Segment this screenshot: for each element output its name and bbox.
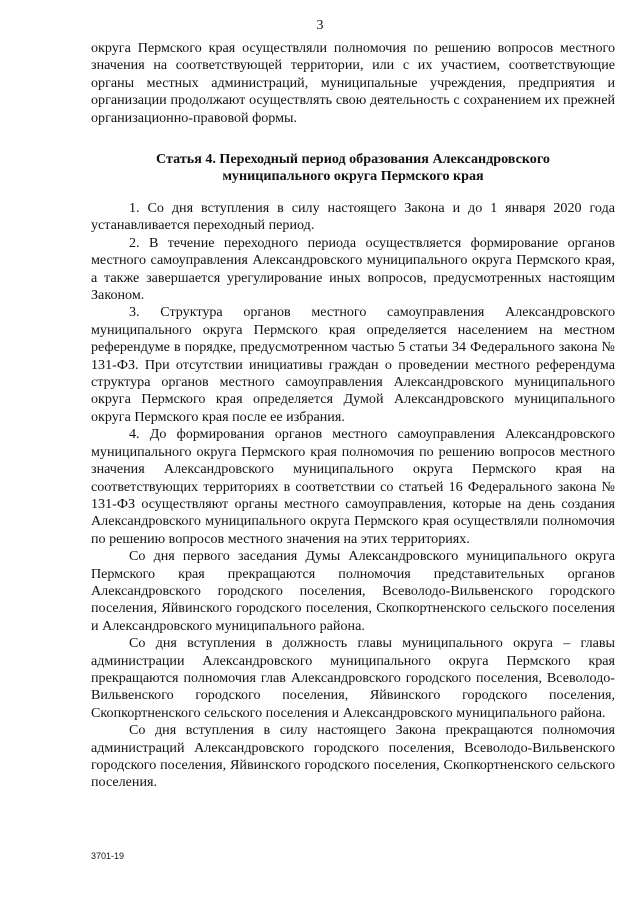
intro-text-block [91,40,615,127]
article-paragraph-head: Со дня вступления в должность главы муниципального округа – главы администрации Александровского муниципального округа Пермского края прекращаются полномочия глав Александровского городского поселения, Всеволодо-Вильвенского городского поселения, Яйвинского городского поселения, Скопкортненского сельского поселения и Александровского муниципального района. [91,635,615,721]
article-paragraph-administrations: Со дня вступления в силу настоящего Закона прекращаются полномочия администраций Александровского городского поселения, Всеволодо-Вильвенского городского поселения, Яйвинского городского поселения, Скопкортненского сельского поселения. [91,722,615,791]
heading-line-2: муниципального округа Пермского края [222,167,484,184]
article-paragraph-duma: Со дня первого заседания Думы Александровского муниципального округа Пермского края прекращаются полномочия представительных органов Александровского городского поселения, Всеволодо-Вильвенского городского поселения, Яйвинского городского поселения, Скопкортненского сельского поселения и Александровского муниципального района. [91,548,615,634]
article-paragraph-2: 2. В течение переходного периода осуществляется формирование органов местного самоуправления Александровского муниципального округа Пермского края, а также завершается урегулирование иных вопросов, предусмотренных настоящим Законом. [91,234,615,304]
article-paragraph-4: 4. До формирования органов местного самоуправления Александровского муниципального округа Пермского края полномочия по решению вопросов местного значения Александровского муниципального округа Пермского края на соответствующих территориях в соответствии со статьей 16 Федерального закона № 131-ФЗ осуществляют органы местного самоуправления, которые на день создания Александровского муниципального округа Пермского края осуществляли полномочия по решению вопросов местного значения на этих территориях. [91,426,615,547]
document-code: 3701-19 [91,851,125,861]
page-number: 3 [316,18,324,33]
heading-line-1: Статья 4. Переходный период образования Александровского [156,151,550,167]
article-4-heading [91,151,615,184]
article-paragraph-1: 1. Со дня вступления в силу настоящего Закона и до 1 января 2020 года устанавливается переходный период. [91,200,615,234]
article-paragraph-3: 3. Структура органов местного самоуправления Александровского муниципального округа Пермского края определяется населением на местном референдуме в порядке, предусмотренном частью 5 статьи 34 Федерального закона № 131-ФЗ. При отсутствии инициативы граждан о проведении местного референдума структура органов местного самоуправления Александровского муниципального округа Пермского края определяется Думой Александровского муниципального округа Пермского края после ее избрания. [91,304,615,425]
intro-paragraph: округа Пермского края осуществляли полномочия по решению вопросов местного значения на соответствующей территории, или с их участием, соответствующие органы местных администраций, муниципальные учреждения, предприятия и организации продолжают осуществлять свою деятельность с сохранением их прежней организационно-правовой формы. [91,40,615,126]
article-4-body [91,200,615,792]
